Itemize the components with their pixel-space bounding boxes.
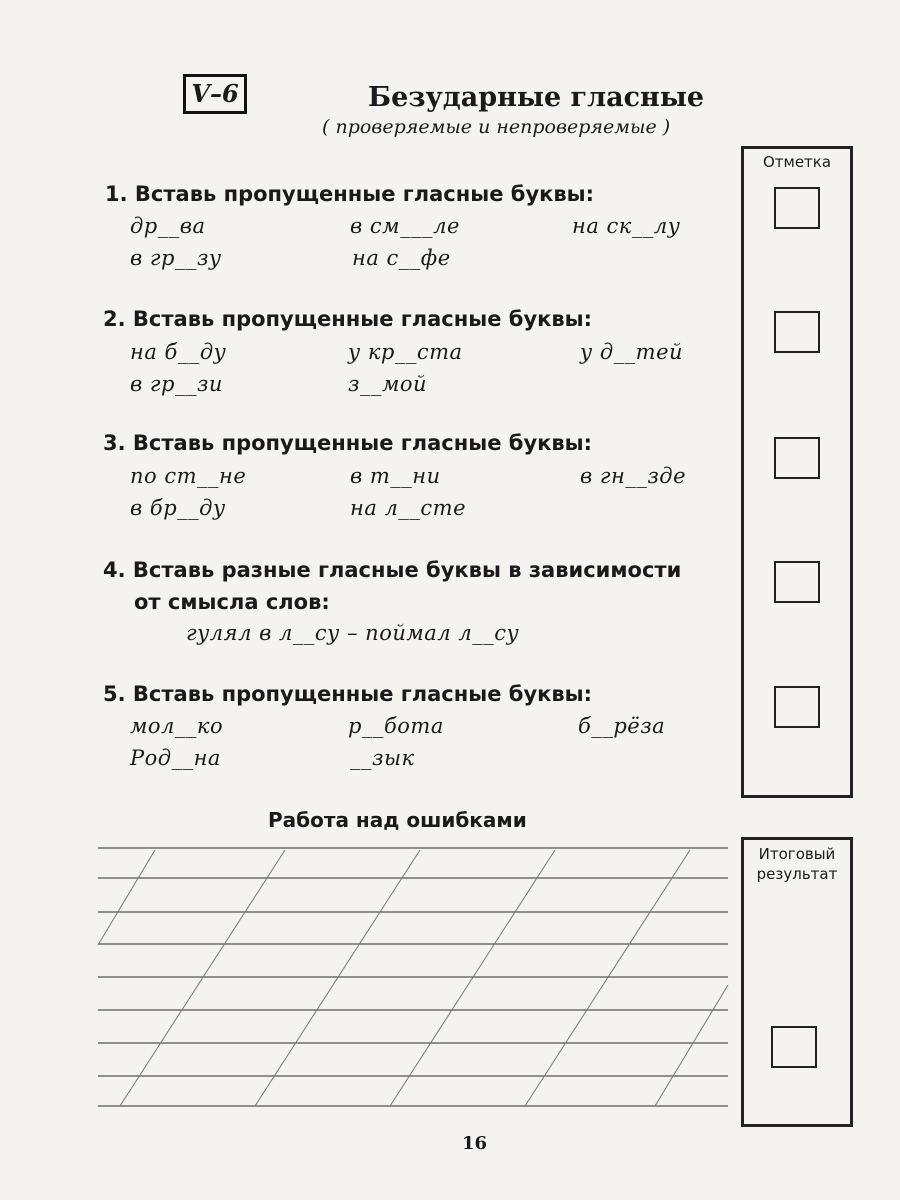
task-4-phrase: гулял в л__су – поймал л__су (186, 621, 520, 645)
task-4-instruction-cont: от смысла слов: (134, 590, 330, 614)
work-section-title: Работа над ошибками (268, 808, 527, 832)
page-subtitle: ( проверяемые и непроверяемые ) (322, 116, 671, 138)
final-result-column (741, 837, 853, 1127)
task-1-word: на с__фе (352, 246, 451, 270)
task-2-word: у кр__ста (348, 340, 463, 364)
page-number: 16 (462, 1133, 488, 1154)
task-5-instruction: 5. Вставь пропущенные гласные буквы: (103, 682, 593, 706)
task-1-word: в см___ле (350, 214, 460, 238)
final-result-label: Итоговый результат (756, 845, 838, 883)
task-2-word: в гр__зи (130, 372, 223, 396)
task-5-word: мол__ко (130, 714, 224, 738)
task-3-word: в бр__ду (130, 496, 226, 520)
task-3-word: по ст__не (130, 464, 247, 488)
task-4-instruction: 4. Вставь разные гласные буквы в зависимости (103, 558, 682, 582)
task-1-word: в гр__зу (130, 246, 222, 270)
task-5-word: б__рёза (578, 714, 666, 738)
task-5-word: Род__на (130, 746, 221, 770)
task-3-word: в гн__зде (580, 464, 687, 488)
final-result-box[interactable] (771, 1026, 817, 1068)
task-3-word: в т__ни (350, 464, 441, 488)
score-label: Отметка (762, 153, 832, 171)
variant-badge: V–6 (183, 74, 247, 114)
task-2-instruction: 2. Вставь пропущенные гласные буквы: (103, 307, 593, 331)
task-2-word: з__мой (348, 372, 428, 396)
task-3-instruction: 3. Вставь пропущенные гласные буквы: (103, 431, 593, 455)
task-3-word: на л__сте (350, 496, 467, 520)
task-5-word: р__бота (348, 714, 444, 738)
task-2-word: на б__ду (130, 340, 227, 364)
task-2-word: у д__тей (580, 340, 684, 364)
task-1-instruction: 1. Вставь пропущенные гласные буквы: (105, 182, 595, 206)
task-5-word: __зык (350, 746, 415, 770)
task-1-word: др__ва (130, 214, 206, 238)
page-title: Безударные гласные (368, 82, 705, 113)
task-1-word: на ск__лу (572, 214, 681, 238)
